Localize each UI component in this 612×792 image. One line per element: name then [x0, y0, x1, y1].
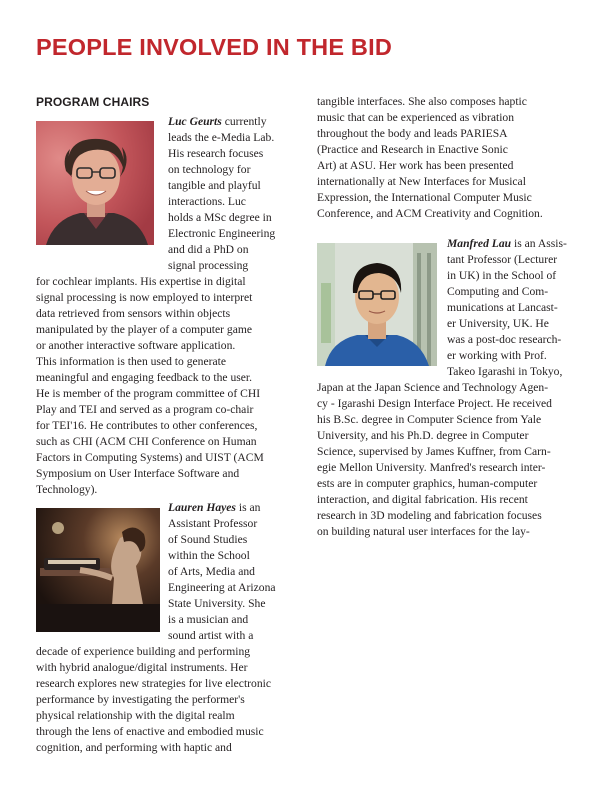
lauren-bio-line: of Arts, Media and — [168, 565, 255, 578]
manfred-bio-line: tant Professor (Lecturer — [447, 253, 558, 266]
luc-bio-line: He is member of the program committee of CHI — [36, 387, 261, 400]
luc-bio-line: Electronic Engineering — [168, 227, 276, 240]
lauren-bio-line: sound artist with a — [168, 629, 254, 642]
lauren-bio-line: through the lens of enactive and embodied music — [36, 725, 264, 738]
manfred-bio-line: Computing and Com- — [447, 285, 549, 298]
page-title: PEOPLE INVOLVED IN THE BID — [36, 34, 393, 60]
lauren-bio-line: State University. She — [168, 597, 266, 610]
lauren-bio-cont-line: internationally at New Interfaces for Musical — [317, 175, 526, 188]
lauren-bio-cont-line: throughout the body and leads PARIESA — [317, 127, 508, 140]
manfred-bio-line: Science, supervised by James Kuffner, from Carn- — [317, 445, 551, 458]
luc-bio-line: for TEI'16. He contributes to other conferences, — [36, 419, 258, 432]
lauren-bio-cont-line: tangible interfaces. She also composes haptic — [317, 95, 527, 108]
luc-geurts-name: Luc Geurts — [168, 115, 222, 128]
manfred-bio-line: er working with Prof. — [447, 349, 547, 362]
manfred-bio-line: research in 3D modeling and fabrication focuses — [317, 509, 542, 522]
lauren-bio-line: Assistant Professor — [168, 517, 258, 530]
lauren-bio-cont-line: (Practice and Research in Enactive Sonic — [317, 143, 508, 156]
lauren-bio-line: Engineering at Arizona — [168, 581, 276, 594]
luc-bio-line: and did a PhD on — [168, 243, 249, 256]
manfred-bio-line: ests are in computer graphics, human-computer — [317, 477, 538, 490]
luc-bio-line: Technology). — [36, 483, 98, 496]
lauren-bio-cont-line: Expression, the International Computer Music — [317, 191, 532, 204]
lauren-bio-line: within the School — [168, 549, 250, 562]
luc-bio-line: tangible and playful — [168, 179, 261, 192]
manfred-bio-line: cy - Igarashi Design Interface Project. He received — [317, 397, 552, 410]
manfred-bio-line: his B.Sc. degree in Computer Science from Yale — [317, 413, 542, 426]
lauren-bio-cont-line: music that can be experienced as vibration — [317, 111, 515, 124]
manfred-bio-line: on building natural user interfaces for the lay- — [317, 525, 530, 538]
lauren-bio-line: performance by investigating the performer's — [36, 693, 245, 706]
luc-bio-line: such as CHI (ACM CHI Conference on Human — [36, 435, 257, 448]
lauren-bio-line: of Sound Studies — [168, 533, 248, 546]
luc-bio-line: signal processing — [168, 259, 249, 272]
lauren-bio-line: cognition, and performing with haptic and — [36, 741, 232, 754]
manfred-bio-line: University, and his Ph.D. degree in Computer — [317, 429, 529, 442]
manfred-lau-photo — [317, 243, 437, 366]
luc-bio-line: Symposium on User Interface Software and — [36, 467, 240, 480]
lauren-bio-line: research explores new strategies for live electronic — [36, 677, 271, 690]
luc-bio-line: signal processing is now employed to interpret — [36, 291, 253, 304]
lauren-bio-cont-line: Conference, and ACM Creativity and Cognition. — [317, 207, 543, 220]
luc-bio-line: interactions. Luc — [168, 195, 246, 208]
manfred-bio-line: was a post-doc research- — [447, 333, 562, 346]
lauren-bio-line: is a musician and — [168, 613, 249, 626]
manfred-bio-line: interaction, and digital fabrication. His recent — [317, 493, 528, 506]
lauren-bio-line-0: Lauren Hayes is an — [168, 501, 261, 514]
manfred-bio-line: in UK) in the School of — [447, 269, 557, 282]
manfred-bio-line: Takeo Igarashi in Tokyo, — [447, 365, 563, 378]
section-heading: PROGRAM CHAIRS — [36, 95, 150, 109]
manfred-bio-line: er University, UK. He — [447, 317, 549, 330]
lauren-hayes-photo — [36, 508, 160, 632]
luc-bio-line: meaningful and engaging feedback to the user. — [36, 371, 253, 384]
manfred-bio-line-0: Manfred Lau is an Assis- — [447, 237, 567, 250]
lauren-bio-line: physical relationship with the digital realm — [36, 709, 235, 722]
lauren-bio-line: with hybrid analogue/digital instruments. Her — [36, 661, 248, 674]
luc-bio-line: leads the e-Media Lab. — [168, 131, 275, 144]
luc-bio-line-0: Luc Geurts currently — [168, 115, 267, 128]
luc-bio-line: manipulated by the player of a computer game — [36, 323, 253, 336]
manfred-bio-line: Japan at the Japan Science and Technology Agen- — [317, 381, 549, 394]
luc-bio-line: This information is then used to generate — [36, 355, 226, 368]
luc-bio-line: Play and TEI and served as a program co-chair — [36, 403, 254, 416]
luc-bio-line: holds a MSc degree in — [168, 211, 272, 224]
lauren-bio-cont-line: Art) at ASU. Her work has been presented — [317, 159, 514, 172]
manfred-bio-line: munications at Lancast- — [447, 301, 558, 314]
luc-bio-line: for cochlear implants. His expertise in digital — [36, 275, 246, 288]
luc-bio-line: data retrieved from sensors within objects — [36, 307, 231, 320]
luc-bio-line: or another interactive software application. — [36, 339, 236, 352]
luc-bio-line: Factors in Computing Systems) and UIST (ACM — [36, 451, 264, 464]
manfred-lau-name: Manfred Lau — [447, 237, 512, 250]
lauren-hayes-name: Lauren Hayes — [168, 501, 236, 514]
luc-bio-line: His research focuses — [168, 147, 264, 160]
lauren-bio-line: decade of experience building and performing — [36, 645, 251, 658]
luc-geurts-photo — [36, 121, 154, 245]
manfred-bio-line: egie Mellon University. Manfred's research inter- — [317, 461, 546, 474]
luc-bio-line: on technology for — [168, 163, 251, 176]
